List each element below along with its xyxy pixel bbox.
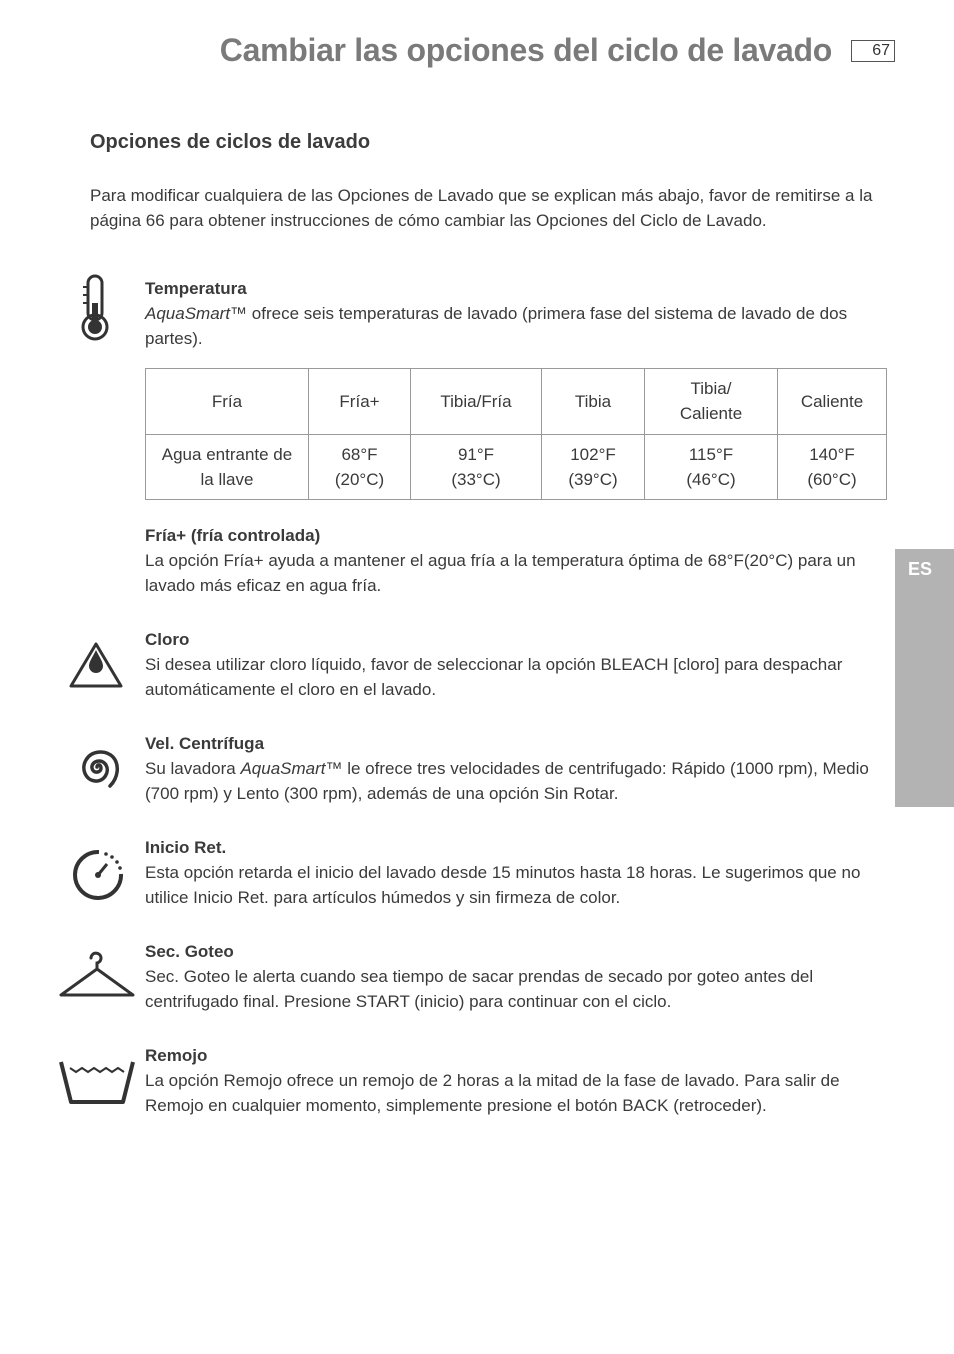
table-cell: 91°F (33°C)	[411, 434, 542, 500]
thermometer-icon	[78, 273, 112, 343]
table-header-cell: Tibia	[542, 369, 645, 435]
language-tab-label: ES	[907, 559, 932, 579]
page-title: Cambiar las opciones del ciclo de lavado	[219, 32, 832, 68]
hanger-icon	[58, 948, 136, 1002]
delay-start-icon	[71, 848, 125, 902]
page-number: 67	[851, 40, 895, 62]
table-cell: Agua entrante de la llave	[146, 434, 309, 500]
option-body: La opción Remojo ofrece un remojo de 2 horas a la mitad de la fase de lavado. Para salir de Remojo en cualquier momento, simplemente presione el botón BACK (retroceder).	[145, 1071, 840, 1115]
brand-name: AquaSmart	[240, 759, 326, 778]
soak-tub-icon	[58, 1058, 136, 1106]
option-fria-plus	[145, 523, 870, 598]
table-cell: 140°F (60°C)	[778, 434, 887, 500]
option-heading: Temperatura	[145, 279, 247, 298]
option-heading: Vel. Centrífuga	[145, 734, 265, 753]
table-cell: 68°F (20°C)	[309, 434, 411, 500]
table-header-cell: Fría+	[309, 369, 411, 435]
option-body: Su lavadora AquaSmart™ le ofrece tres velocidades de centrifugado: Rápido (1000 rpm), Medio (700 rpm) y Lento (300 rpm), además de una opción Sin Rotar.	[145, 759, 869, 803]
spin-speed-icon	[70, 740, 124, 794]
option-body	[145, 304, 847, 348]
option-heading: Remojo	[145, 1046, 208, 1065]
brand-name: AquaSmart	[145, 304, 231, 323]
language-tab	[895, 549, 954, 807]
option-heading: Fría+ (fría controlada)	[145, 526, 321, 545]
option-inicio-ret	[145, 835, 870, 910]
option-centrifuga	[145, 731, 870, 806]
option-sec-goteo	[145, 939, 870, 1014]
option-body: Sec. Goteo le alerta cuando sea tiempo de sacar prendas de secado por goteo antes del centrifugado final. Presione START (inicio) para continuar con el ciclo.	[145, 967, 814, 1011]
option-heading: Inicio Ret.	[145, 838, 227, 857]
table-header-cell: Fría	[146, 369, 309, 435]
option-body: Esta opción retarda el inicio del lavado desde 15 minutos hasta 18 horas. Le sugerimos que no utilice Inicio Ret. para artículos húmedos y sin firmeza de color.	[145, 863, 861, 907]
temperature-table	[145, 368, 887, 500]
option-body: Si desea utilizar cloro líquido, favor de seleccionar la opción BLEACH [cloro] para despachar automáticamente el cloro en el lavado.	[145, 655, 843, 699]
table-header-cell: Tibia/ Caliente	[645, 369, 778, 435]
option-body: La opción Fría+ ayuda a mantener el agua fría a la temperatura óptima de 68°F(20°C) para un lavado más eficaz en agua fría.	[145, 551, 856, 595]
table-cell: 102°F (39°C)	[542, 434, 645, 500]
bleach-icon	[68, 640, 124, 690]
table-cell: 115°F (46°C)	[645, 434, 778, 500]
option-heading: Sec. Goteo	[145, 942, 234, 961]
option-text: ™ ofrece seis temperaturas de lavado (primera fase del sistema de lavado de dos partes).	[145, 304, 848, 348]
section-heading: Opciones de ciclos de lavado	[90, 131, 371, 153]
section-intro: Para modificar cualquiera de las Opciones de Lavado que se explican más abajo, favor de remitirse a la página 66 para obtener instrucciones de cómo cambiar las Opciones del Ciclo de Lavado.	[90, 186, 873, 230]
table-row	[146, 434, 887, 500]
option-remojo	[145, 1043, 870, 1118]
table-header-cell: Tibia/Fría	[411, 369, 542, 435]
option-heading: Cloro	[145, 630, 190, 649]
option-temperatura	[145, 276, 870, 351]
option-cloro	[145, 627, 870, 702]
table-row	[146, 369, 887, 435]
table-header-cell: Caliente	[778, 369, 887, 435]
